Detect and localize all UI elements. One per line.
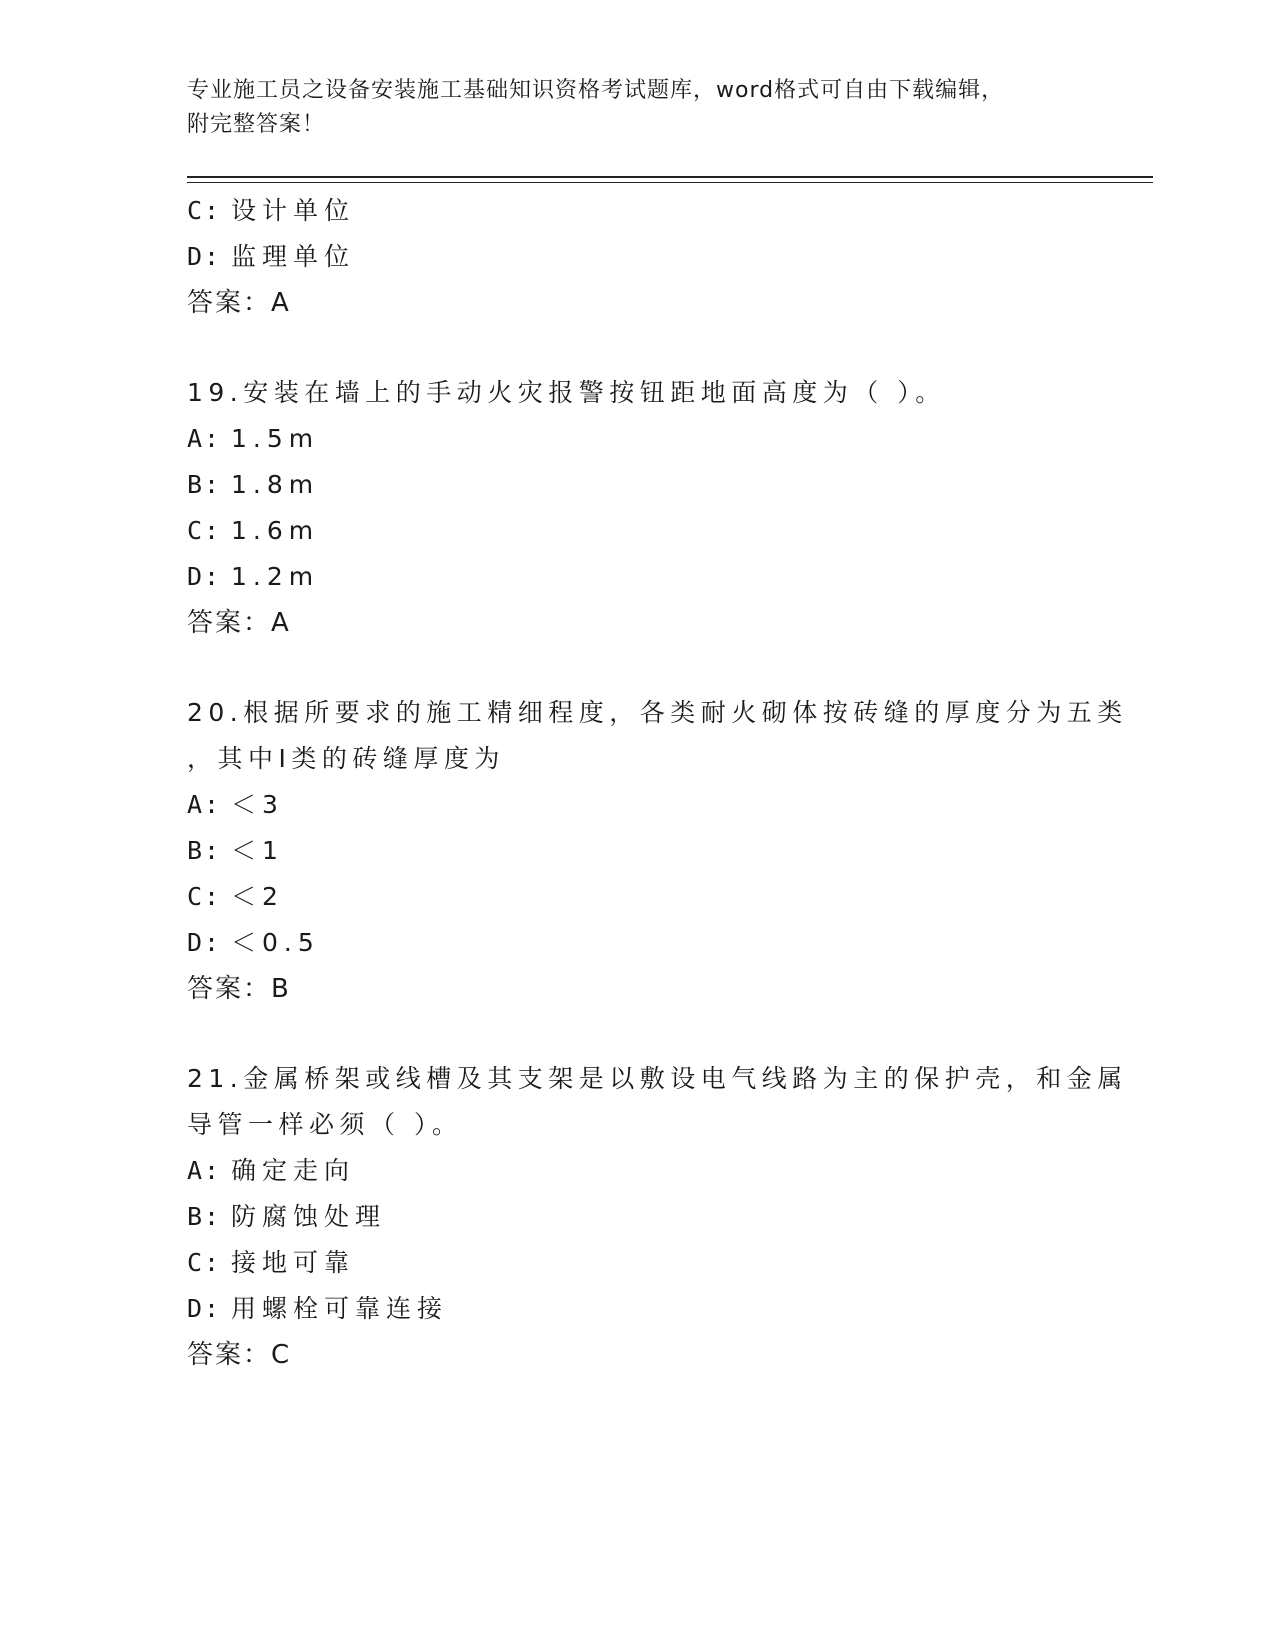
question-text: 19.安装在墙上的手动火灾报警按钮距地面高度为（ ）。: [187, 378, 946, 407]
option-b: [187, 1194, 1087, 1240]
option-text: 防腐蚀处理: [231, 1202, 387, 1231]
option-d: [187, 1286, 1087, 1332]
option-c: [187, 1240, 1087, 1286]
header-divider-thick: [187, 176, 1153, 178]
option-text: 1.8m: [231, 470, 320, 499]
option-text: 用螺栓可靠连接: [231, 1294, 449, 1323]
option-letter: D:: [187, 242, 222, 271]
option-letter: D:: [187, 928, 222, 957]
option-a: [187, 1148, 1087, 1194]
option-text: 1.5m: [231, 424, 320, 453]
option-text: ＜3: [231, 790, 284, 819]
option-c: [187, 874, 1087, 920]
header-line-2: 附完整答案！: [187, 112, 326, 137]
question-text: 21.金属桥架或线槽及其支架是以敷设电气线路为主的保护壳，和金属: [187, 1064, 1128, 1093]
option-letter: D:: [187, 562, 222, 591]
question-21: [187, 1056, 1128, 1378]
option-text: ＜1: [231, 836, 284, 865]
answer-line: 答案：C: [187, 1340, 292, 1370]
option-letter: C:: [187, 196, 222, 225]
option-text: 监理单位: [231, 242, 356, 271]
option-letter: B:: [187, 1202, 222, 1231]
option-letter: C:: [187, 882, 222, 911]
document-header: [187, 74, 1087, 142]
option-text: 接地可靠: [231, 1248, 356, 1277]
option-d: [187, 234, 1087, 280]
option-d: [187, 920, 1087, 966]
option-a: [187, 782, 1087, 828]
option-text: 1.6m: [231, 516, 320, 545]
option-letter: A:: [187, 424, 222, 453]
header-line-1: 专业施工员之设备安装施工基础知识资格考试题库，word格式可自由下载编辑，: [187, 78, 1005, 103]
option-c: [187, 508, 1087, 554]
header-divider-thin: [187, 182, 1153, 183]
previous-question-tail: [187, 188, 1087, 326]
option-letter: C:: [187, 1248, 222, 1277]
option-c: [187, 188, 1087, 234]
option-b: [187, 462, 1087, 508]
option-letter: B:: [187, 470, 222, 499]
option-letter: D:: [187, 1294, 222, 1323]
option-text: 1.2m: [231, 562, 320, 591]
question-20: [187, 690, 1128, 1012]
answer-line: 答案：B: [187, 974, 291, 1004]
option-d: [187, 554, 1087, 600]
option-text: 设计单位: [231, 196, 356, 225]
option-letter: B:: [187, 836, 222, 865]
option-text: ＜2: [231, 882, 284, 911]
answer-line: 答案：A: [187, 608, 291, 638]
option-text: ＜0.5: [231, 928, 320, 957]
question-text-continued: ，其中Ⅰ类的砖缝厚度为: [187, 744, 505, 773]
question-text-continued: 导管一样必须（ ）。: [187, 1110, 463, 1139]
answer-line: 答案：A: [187, 288, 291, 318]
option-b: [187, 828, 1087, 874]
option-text: 确定走向: [231, 1156, 356, 1185]
option-a: [187, 416, 1087, 462]
document-body: [187, 188, 1128, 1378]
option-letter: C:: [187, 516, 222, 545]
option-letter: A:: [187, 1156, 222, 1185]
question-text: 20.根据所要求的施工精细程度，各类耐火砌体按砖缝的厚度分为五类: [187, 698, 1128, 727]
option-letter: A:: [187, 790, 222, 819]
question-19: [187, 370, 1087, 646]
